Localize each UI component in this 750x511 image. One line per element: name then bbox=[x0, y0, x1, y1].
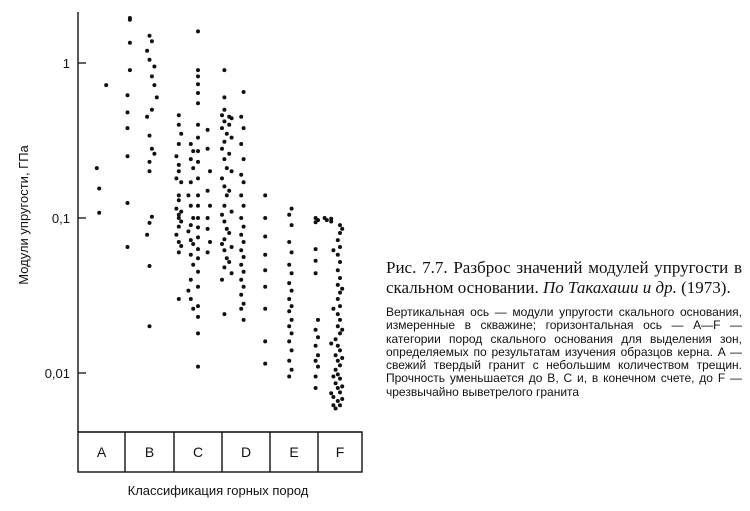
data-point bbox=[222, 157, 226, 161]
data-point bbox=[242, 255, 246, 259]
data-point bbox=[189, 253, 193, 257]
data-point bbox=[227, 152, 231, 156]
data-point bbox=[290, 271, 294, 275]
caption-title-year: (1973). bbox=[681, 278, 731, 297]
chart-axes bbox=[78, 12, 362, 432]
y-axis-label: Модули упругости, ГПа bbox=[16, 145, 31, 285]
data-point bbox=[239, 278, 243, 282]
data-point bbox=[287, 240, 291, 244]
data-point bbox=[196, 74, 200, 78]
data-point bbox=[314, 375, 318, 379]
data-point bbox=[336, 344, 340, 348]
data-point bbox=[189, 238, 193, 242]
data-point bbox=[220, 242, 224, 246]
y-tick-label: 0,1 bbox=[51, 211, 70, 226]
data-point bbox=[340, 287, 344, 291]
data-point bbox=[230, 271, 234, 275]
data-point bbox=[148, 169, 152, 173]
data-point bbox=[95, 166, 99, 170]
data-point bbox=[338, 363, 342, 367]
data-point bbox=[336, 297, 340, 301]
data-point bbox=[206, 128, 210, 132]
data-point bbox=[196, 270, 200, 274]
data-point bbox=[239, 248, 243, 252]
data-point bbox=[314, 359, 318, 363]
data-point bbox=[145, 115, 149, 119]
data-point bbox=[239, 115, 243, 119]
data-point bbox=[336, 253, 340, 257]
data-point bbox=[189, 204, 193, 208]
data-point bbox=[177, 142, 181, 146]
data-point bbox=[227, 189, 231, 193]
data-point bbox=[179, 220, 183, 224]
data-point bbox=[314, 344, 318, 348]
data-point bbox=[126, 110, 130, 114]
data-point bbox=[177, 216, 181, 220]
data-point bbox=[338, 304, 342, 308]
data-point bbox=[150, 108, 154, 112]
data-point bbox=[126, 154, 130, 158]
data-point bbox=[331, 403, 335, 407]
data-point bbox=[338, 390, 342, 394]
data-point bbox=[239, 233, 243, 237]
data-point bbox=[145, 49, 149, 53]
data-point bbox=[196, 285, 200, 289]
data-point bbox=[338, 223, 342, 227]
data-point bbox=[336, 268, 340, 272]
data-point bbox=[287, 359, 291, 363]
data-point bbox=[145, 233, 149, 237]
data-point bbox=[186, 229, 190, 233]
data-point bbox=[230, 210, 234, 214]
data-point bbox=[177, 169, 181, 173]
data-point bbox=[152, 83, 156, 87]
data-point bbox=[336, 386, 340, 390]
data-point bbox=[174, 233, 178, 237]
data-point bbox=[338, 331, 342, 335]
data-point bbox=[290, 331, 294, 335]
data-point bbox=[316, 365, 320, 369]
data-point bbox=[97, 187, 101, 191]
data-point bbox=[206, 227, 210, 231]
data-point bbox=[208, 240, 212, 244]
data-point bbox=[148, 34, 152, 38]
data-point bbox=[150, 74, 154, 78]
data-point bbox=[338, 260, 342, 264]
data-point bbox=[189, 297, 193, 301]
data-point bbox=[239, 173, 243, 177]
data-point bbox=[287, 339, 291, 343]
data-point bbox=[336, 324, 340, 328]
data-point bbox=[196, 225, 200, 229]
data-point bbox=[196, 216, 200, 220]
data-point bbox=[239, 216, 243, 220]
data-point bbox=[220, 126, 224, 130]
data-point bbox=[263, 193, 267, 197]
data-point bbox=[222, 312, 226, 316]
data-point bbox=[206, 147, 210, 151]
data-point bbox=[225, 256, 229, 260]
data-point bbox=[290, 348, 294, 352]
data-point bbox=[196, 256, 200, 260]
data-point bbox=[316, 335, 320, 339]
data-point bbox=[287, 263, 291, 267]
data-point bbox=[290, 318, 294, 322]
data-point bbox=[239, 293, 243, 297]
data-point bbox=[340, 227, 344, 231]
data-point bbox=[338, 318, 342, 322]
data-point bbox=[287, 281, 291, 285]
data-point bbox=[263, 235, 267, 239]
data-point bbox=[97, 211, 101, 215]
data-point bbox=[206, 216, 210, 220]
data-point bbox=[329, 391, 333, 395]
data-point bbox=[191, 263, 195, 267]
data-point bbox=[331, 248, 335, 252]
data-point bbox=[325, 218, 329, 222]
data-point bbox=[287, 375, 291, 379]
data-point bbox=[177, 198, 181, 202]
data-point bbox=[104, 83, 108, 87]
data-point bbox=[239, 142, 243, 146]
data-point bbox=[196, 149, 200, 153]
data-point bbox=[196, 315, 200, 319]
data-point bbox=[225, 227, 229, 231]
data-point bbox=[196, 331, 200, 335]
data-point bbox=[227, 231, 231, 235]
data-point bbox=[338, 377, 342, 381]
data-point bbox=[196, 91, 200, 95]
data-point bbox=[174, 207, 178, 211]
data-point bbox=[287, 297, 291, 301]
data-point bbox=[220, 278, 224, 282]
caption-title-authors: По Такахаши и др. bbox=[542, 278, 677, 297]
data-point bbox=[196, 29, 200, 33]
data-point bbox=[222, 95, 226, 99]
data-point bbox=[174, 176, 178, 180]
data-point bbox=[340, 356, 344, 360]
data-point bbox=[179, 132, 183, 136]
data-point bbox=[177, 240, 181, 244]
data-point bbox=[177, 297, 181, 301]
data-point bbox=[152, 152, 156, 156]
data-point bbox=[334, 368, 338, 372]
data-point bbox=[230, 245, 234, 249]
data-point bbox=[148, 160, 152, 164]
data-point bbox=[177, 250, 181, 254]
data-point bbox=[126, 245, 130, 249]
data-point bbox=[242, 302, 246, 306]
data-point bbox=[150, 147, 154, 151]
data-point bbox=[314, 220, 318, 224]
data-point bbox=[152, 65, 156, 69]
data-point bbox=[208, 204, 212, 208]
data-point bbox=[290, 368, 294, 372]
data-point bbox=[290, 207, 294, 211]
category-label-b: B bbox=[144, 444, 155, 460]
data-point bbox=[227, 260, 231, 264]
data-point bbox=[242, 285, 246, 289]
data-point bbox=[242, 157, 246, 161]
data-point bbox=[222, 184, 226, 188]
data-point bbox=[263, 253, 267, 257]
data-point bbox=[227, 123, 231, 127]
data-point bbox=[334, 353, 338, 357]
data-point bbox=[179, 180, 183, 184]
x-axis-label: Классификация горных пород bbox=[127, 483, 309, 498]
data-point bbox=[336, 312, 340, 316]
category-label-c: C bbox=[192, 444, 204, 460]
data-point bbox=[242, 126, 246, 130]
data-point bbox=[148, 221, 152, 225]
data-point bbox=[230, 116, 234, 120]
data-point bbox=[242, 225, 246, 229]
data-point bbox=[222, 68, 226, 72]
data-point bbox=[336, 238, 340, 242]
data-point bbox=[334, 381, 338, 385]
category-label-d: D bbox=[240, 444, 252, 460]
data-point bbox=[263, 268, 267, 272]
data-point bbox=[126, 93, 130, 97]
data-point bbox=[338, 348, 342, 352]
data-point bbox=[290, 223, 294, 227]
data-point bbox=[186, 289, 190, 293]
data-point bbox=[230, 169, 234, 173]
data-point bbox=[148, 134, 152, 138]
data-point bbox=[191, 216, 195, 220]
data-point bbox=[338, 245, 342, 249]
data-point bbox=[340, 384, 344, 388]
category-boxes bbox=[78, 432, 362, 472]
data-point bbox=[290, 304, 294, 308]
data-point bbox=[290, 289, 294, 293]
data-point bbox=[189, 223, 193, 227]
data-point bbox=[196, 247, 200, 251]
data-point bbox=[222, 119, 226, 123]
data-point bbox=[196, 82, 200, 86]
data-point bbox=[128, 68, 132, 72]
data-point bbox=[314, 259, 318, 263]
data-point bbox=[177, 163, 181, 167]
data-point bbox=[336, 399, 340, 403]
data-point bbox=[150, 39, 154, 43]
data-point bbox=[148, 58, 152, 62]
data-point bbox=[191, 149, 195, 153]
data-point bbox=[177, 123, 181, 127]
data-point bbox=[186, 193, 190, 197]
data-point bbox=[239, 307, 243, 311]
data-point bbox=[336, 283, 340, 287]
data-point bbox=[189, 157, 193, 161]
caption-title bbox=[386, 258, 742, 298]
data-point bbox=[179, 244, 183, 248]
data-point bbox=[189, 278, 193, 282]
data-point bbox=[242, 240, 246, 244]
data-point bbox=[338, 276, 342, 280]
caption-body: Вертикальная ось — модули упругости скального основания, измеренные в скважине; горизонтальная ось — A—F — категории пород скального основания для выделения зон, определяемых по результатам изучения образцов керна. A — свежий твердый гранит с небольшим количеством трещин. Прочность уменьшается до B, C и, в конечном счете, до F — чрезвычайно выветрелого гранита bbox=[386, 305, 742, 399]
category-label-a: A bbox=[96, 444, 107, 460]
data-point bbox=[340, 328, 344, 332]
data-point bbox=[336, 359, 340, 363]
data-point bbox=[222, 220, 226, 224]
data-point bbox=[222, 237, 226, 241]
data-point bbox=[287, 324, 291, 328]
data-point bbox=[196, 304, 200, 308]
data-point bbox=[155, 95, 159, 99]
data-point bbox=[196, 160, 200, 164]
data-point bbox=[191, 166, 195, 170]
data-point bbox=[316, 318, 320, 322]
data-point bbox=[189, 180, 193, 184]
data-point bbox=[314, 386, 318, 390]
data-point bbox=[242, 204, 246, 208]
data-point bbox=[334, 337, 338, 341]
data-point bbox=[220, 147, 224, 151]
data-point bbox=[334, 407, 338, 411]
data-point bbox=[263, 339, 267, 343]
data-point bbox=[225, 132, 229, 136]
data-point bbox=[220, 213, 224, 217]
data-point bbox=[222, 265, 226, 269]
data-point bbox=[208, 169, 212, 173]
data-point bbox=[191, 307, 195, 311]
data-point bbox=[222, 248, 226, 252]
data-point bbox=[177, 225, 181, 229]
y-ticks bbox=[45, 56, 86, 381]
data-point bbox=[263, 216, 267, 220]
category-label-f: F bbox=[335, 444, 345, 460]
y-tick-label: 0,01 bbox=[44, 366, 70, 381]
data-point bbox=[126, 126, 130, 130]
data-point bbox=[287, 309, 291, 313]
data-point bbox=[128, 41, 132, 45]
data-point bbox=[196, 204, 200, 208]
data-point bbox=[242, 180, 246, 184]
data-point bbox=[338, 231, 342, 235]
data-point bbox=[196, 176, 200, 180]
data-point bbox=[314, 247, 318, 251]
data-point bbox=[225, 193, 229, 197]
data-points bbox=[95, 16, 344, 411]
data-point bbox=[177, 113, 181, 117]
data-point bbox=[196, 136, 200, 140]
data-point bbox=[196, 101, 200, 105]
data-point bbox=[126, 201, 130, 205]
data-point bbox=[225, 166, 229, 170]
data-point bbox=[314, 328, 318, 332]
data-point bbox=[150, 215, 154, 219]
data-point bbox=[148, 324, 152, 328]
data-point bbox=[242, 318, 246, 322]
data-point bbox=[263, 307, 267, 311]
data-point bbox=[222, 204, 226, 208]
figure-caption bbox=[386, 258, 742, 399]
data-point bbox=[340, 397, 344, 401]
data-point bbox=[331, 375, 335, 379]
data-point bbox=[239, 263, 243, 267]
data-point bbox=[287, 213, 291, 217]
data-point bbox=[196, 68, 200, 72]
data-point bbox=[242, 270, 246, 274]
data-point bbox=[148, 264, 152, 268]
data-point bbox=[316, 353, 320, 357]
caption-title-lead: Рис. 7.7. Разброс значений модулей упругости в скальном основании. bbox=[386, 258, 742, 297]
data-point bbox=[239, 193, 243, 197]
data-point bbox=[331, 395, 335, 399]
data-point bbox=[230, 136, 234, 140]
data-point bbox=[191, 242, 195, 246]
data-point bbox=[206, 250, 210, 254]
data-point bbox=[189, 142, 193, 146]
data-point bbox=[263, 285, 267, 289]
data-point bbox=[331, 307, 335, 311]
data-point bbox=[174, 154, 178, 158]
data-point bbox=[329, 342, 333, 346]
data-point bbox=[338, 403, 342, 407]
data-point bbox=[263, 362, 267, 366]
data-point bbox=[222, 108, 226, 112]
data-point bbox=[336, 372, 340, 376]
data-point bbox=[220, 176, 224, 180]
data-point bbox=[128, 18, 132, 22]
y-tick-label: 1 bbox=[62, 56, 70, 71]
data-point bbox=[196, 235, 200, 239]
data-point bbox=[338, 291, 342, 295]
data-point bbox=[206, 189, 210, 193]
category-box-frame bbox=[78, 432, 362, 472]
data-point bbox=[220, 113, 224, 117]
data-point bbox=[196, 123, 200, 127]
data-point bbox=[177, 193, 181, 197]
data-point bbox=[196, 193, 200, 197]
data-point bbox=[290, 250, 294, 254]
data-point bbox=[314, 271, 318, 275]
data-point bbox=[242, 90, 246, 94]
data-point bbox=[329, 220, 333, 224]
data-point bbox=[196, 365, 200, 369]
data-point bbox=[222, 140, 226, 144]
category-label-e: E bbox=[289, 444, 299, 460]
